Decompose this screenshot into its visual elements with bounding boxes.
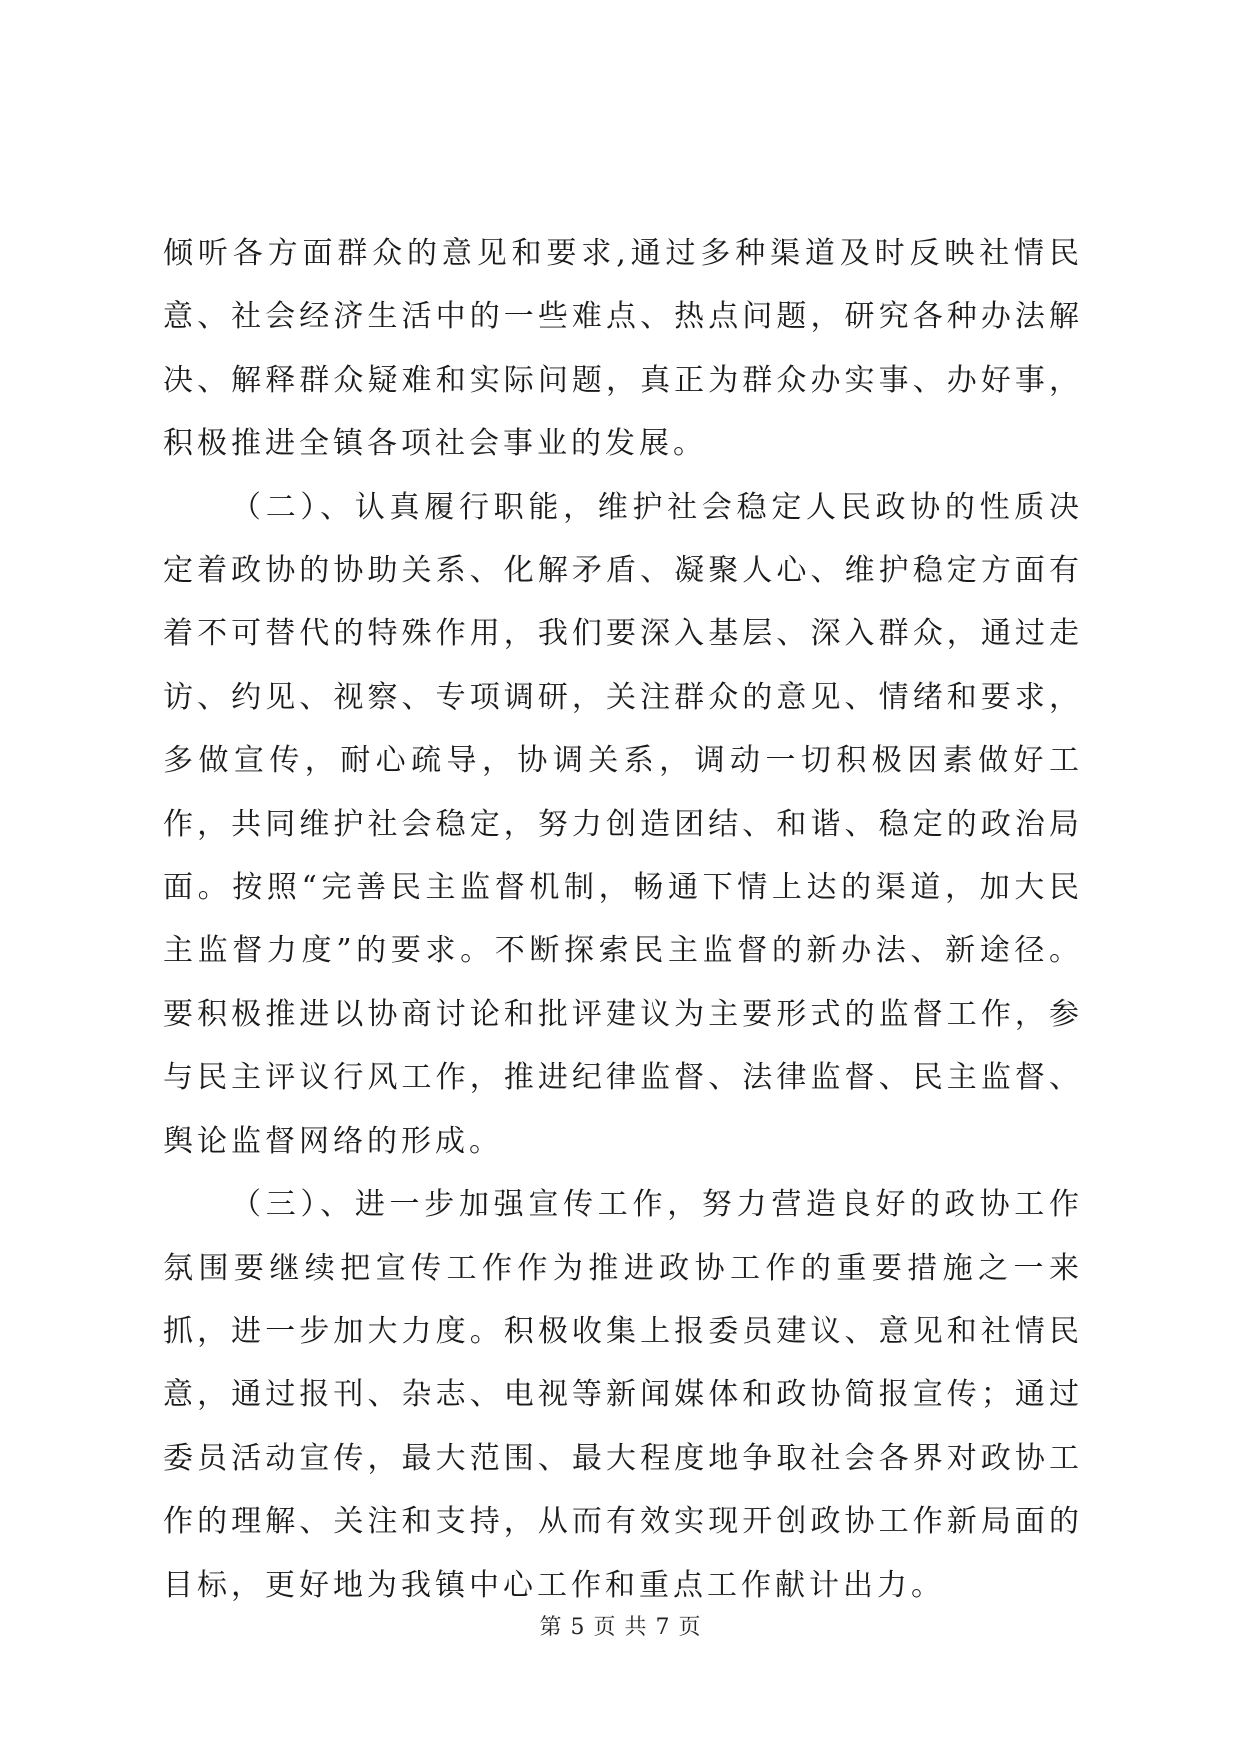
paragraph-section-two: （二）、认真履行职能，维护社会稳定人民政协的性质决定着政协的协助关系、化解矛盾、凝聚人心、维护稳定方面有着不可替代的特殊作用，我们要深入基层、深入群众，通过走访、约见、视察、专项调研，关注群众的意见、情绪和要求，多做宣传，耐心疏导，协调关系，调动一切积极因素做好工作，共同维护社会稳定，努力创造团结、和谐、稳定的政治局面。按照“完善民主监督机制，畅通下情上达的渠道，加大民主监督力度”的要求。不断探索民主监督的新办法、新途径。要积极推进以协商讨论和批评建议为主要形式的监督工作，参与民主评议行风工作，推进纪律监督、法律监督、民主监督、舆论监督网络的形成。 <box>163 489 1083 1159</box>
paragraph-section-three: （三）、进一步加强宣传工作，努力营造良好的政协工作氛围要继续把宣传工作作为推进政协工作的重要措施之一来抓，进一步加大力度。积极收集上报委员建议、意见和社情民意，通过报刊、杂志、电视等新闻媒体和政协简报宣传；通过委员活动宣传，最大范围、最大程度地争取社会各界对政协工作的理解、关注和支持，从而有效实现开创政协工作新局面的目标，更好地为我镇中心工作和重点工作献计出力。 <box>163 1187 1083 1603</box>
document-body <box>163 222 1083 1617</box>
paragraph-continuation: 倾听各方面群众的意见和要求,通过多种渠道及时反映社情民意、社会经济生活中的一些难点、热点问题，研究各种办法解决、解释群众疑难和实际问题，真正为群众办实事、办好事，积极推进全镇各项社会事业的发展。 <box>163 236 1083 462</box>
page-number-footer: 第 5 页 共 7 页 <box>539 1615 702 1640</box>
